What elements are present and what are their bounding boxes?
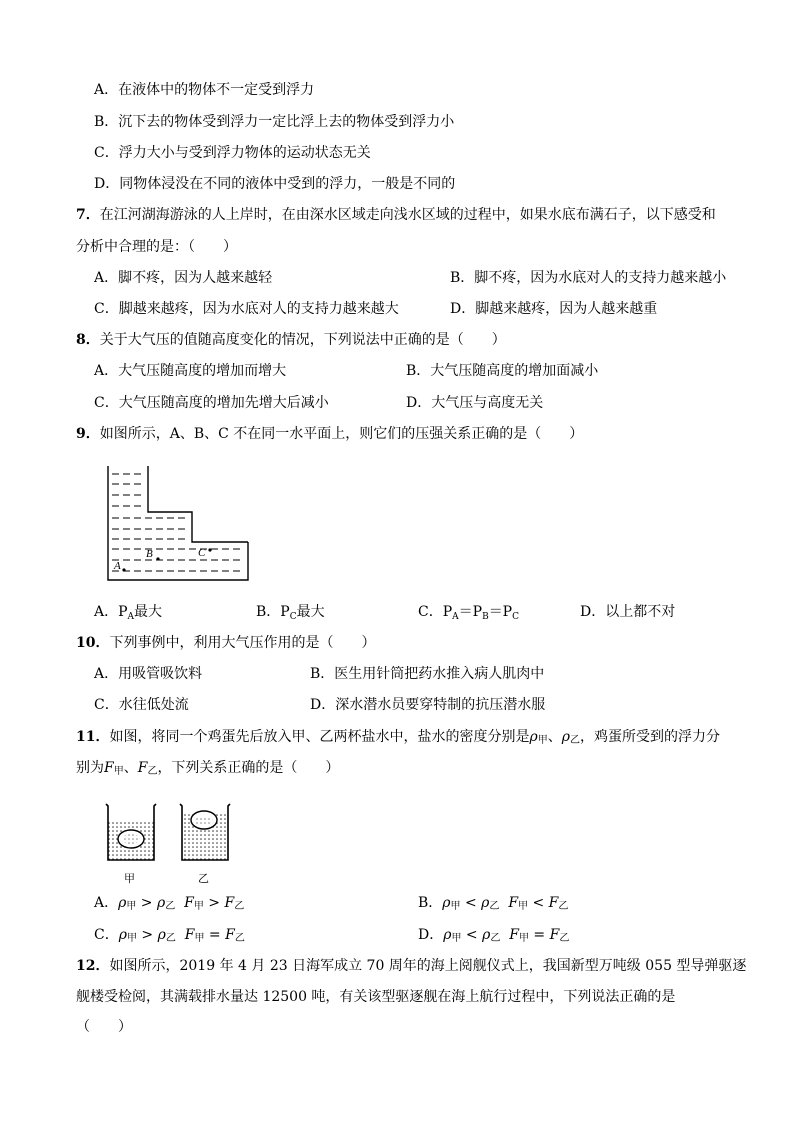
q11-beakers-diagram <box>100 798 240 888</box>
q9-option-c-prefix: C．P <box>418 604 453 620</box>
q9-option-d: D．以上都不对 <box>580 604 676 620</box>
rho-symbol: ρ <box>561 729 570 745</box>
q9-option-c-sub3: C <box>512 612 519 622</box>
sub-jia: 甲 <box>126 901 137 912</box>
sub-yi: 乙 <box>559 933 570 944</box>
q9-option-a-sub: A <box>127 612 135 622</box>
sub-yi: 乙 <box>569 735 580 746</box>
sub-yi: 乙 <box>234 933 245 944</box>
q11-option-b <box>418 893 568 913</box>
q7-option-a: A．脚不疼，因为人越来越轻 <box>94 270 273 286</box>
rho-symbol: ρ <box>157 927 166 943</box>
q8-option-a: A．大气压随高度的增加而增大 <box>94 363 287 379</box>
question-12-text-1: 如图所示，2019 年 4 月 23 日海军成立 70 周年的海上阅舰仪式上，我国新型万吨级 055 型导弹驱逐 <box>109 958 747 974</box>
force-symbol: F <box>549 927 560 943</box>
eq-symbol: = <box>204 927 226 943</box>
q9-container-diagram <box>100 462 252 584</box>
question-8-text: 关于大气压的值随高度变化的情况，下列说法中正确的是（ ） <box>99 332 506 348</box>
gt-symbol: > <box>203 895 225 911</box>
rho-symbol: ρ <box>443 927 452 943</box>
sub-yi: 乙 <box>234 901 245 912</box>
q9-option-c-sub2: B <box>482 612 489 622</box>
sub-jia: 甲 <box>518 933 529 944</box>
force-symbol: F <box>104 760 114 776</box>
force-symbol: F <box>508 895 519 911</box>
question-7-number: 7． <box>76 207 100 223</box>
point-b-dot <box>156 557 159 560</box>
q9-option-a-suffix: 最大 <box>134 604 163 620</box>
question-11-text-2a: 别为 <box>76 760 104 776</box>
q8-option-c: C．大气压随高度的增加先增大后减小 <box>94 395 329 411</box>
sub-jia: 甲 <box>450 901 461 912</box>
q8-option-b: B．大气压随高度的增加面减小 <box>406 363 599 379</box>
q10-option-b: B．医生用针筒把药水推入病人肌肉中 <box>310 666 545 682</box>
question-9-text: 如图所示，A、B、C 不在同一水平面上，则它们的压强关系正确的是（ ） <box>99 426 584 442</box>
beaker-jia <box>106 804 156 860</box>
question-11-stem-line-2 <box>76 758 339 778</box>
point-c-dot <box>208 548 211 551</box>
force-symbol: F <box>184 895 194 911</box>
sub-jia: 甲 <box>194 933 205 944</box>
rho-symbol: ρ <box>529 729 538 745</box>
lt-symbol: < <box>461 927 483 943</box>
q11-option-c <box>94 925 245 945</box>
question-11-text-1a: 如图，将同一个鸡蛋先后放入甲、乙两杯盐水中，盐水的密度分别是 <box>109 729 530 745</box>
label-c: C <box>198 547 206 559</box>
q9-option-c-eq1: ＝P <box>458 604 483 620</box>
q6-option-c: C．浮力大小与受到浮力物体的运动状态无关 <box>94 145 371 161</box>
separator: 、 <box>123 760 138 776</box>
label-a: A <box>114 560 121 572</box>
force-symbol: F <box>548 895 559 911</box>
sub-yi: 乙 <box>165 901 176 912</box>
q9-option-a <box>94 602 162 622</box>
q10-option-d: D．深水潜水员要穿特制的抗压潜水服 <box>310 697 546 713</box>
question-12-number: 12． <box>76 958 110 974</box>
q11-option-d <box>418 925 569 945</box>
sub-jia: 甲 <box>451 933 462 944</box>
question-10-stem <box>76 633 375 653</box>
q9-option-b-sub: C <box>289 612 297 622</box>
gt-symbol: > <box>136 895 157 911</box>
label-yi: 乙 <box>198 872 209 885</box>
sub-yi: 乙 <box>147 766 158 777</box>
q6-option-a: A．在液体中的物体不一定受到浮力 <box>94 82 315 98</box>
sub-yi: 乙 <box>490 933 501 944</box>
question-12-stem-line-1 <box>76 956 746 976</box>
q11-option-a <box>94 893 244 913</box>
option-letter: C． <box>94 927 119 943</box>
question-11-text-2b: ，下列关系正确的是（ ） <box>157 760 340 776</box>
rho-symbol: ρ <box>442 895 451 911</box>
force-symbol: F <box>225 927 235 943</box>
q9-option-b-prefix: B．P <box>256 604 290 620</box>
separator: 、 <box>547 729 562 745</box>
q6-option-d: D．同物体浸没在不同的液体中受到的浮力，一般是不同的 <box>94 176 456 192</box>
sub-yi: 乙 <box>489 901 500 912</box>
question-8-stem <box>76 330 506 350</box>
question-8-number: 8． <box>76 332 100 348</box>
q7-option-d: D．脚越来越疼，因为人越来越重 <box>450 301 658 317</box>
question-10-number: 10． <box>76 635 110 651</box>
question-11-stem-line-1 <box>76 727 720 747</box>
q9-option-c-sub1: A <box>452 612 459 622</box>
question-9-number: 9． <box>76 426 100 442</box>
force-symbol: F <box>224 895 235 911</box>
lt-symbol: < <box>528 895 549 911</box>
q9-option-b <box>256 602 325 622</box>
eq-symbol: = <box>528 927 550 943</box>
sub-jia: 甲 <box>193 901 204 912</box>
sub-jia: 甲 <box>113 766 124 777</box>
lt-symbol: < <box>460 895 482 911</box>
question-7-text-1: 在江河湖海游泳的人上岸时，在由深水区域走向浅水区域的过程中，如果水底布满石子，以下感受和 <box>99 207 716 223</box>
option-letter: B． <box>418 895 443 911</box>
question-10-text: 下列事例中，利用大气压作用的是（ ） <box>109 635 376 651</box>
force-symbol: F <box>137 760 148 776</box>
rho-symbol: ρ <box>482 927 491 943</box>
q6-option-b: B．沉下去的物体受到浮力一定比浮上去的物体受到浮力小 <box>94 114 455 130</box>
q9-option-c-eq2: ＝P <box>488 604 513 620</box>
label-jia: 甲 <box>124 872 135 885</box>
q7-option-b: B．脚不疼，因为水底对人的支持力越来越小 <box>450 270 727 286</box>
q10-option-c: C．水往低处流 <box>94 697 189 713</box>
container-walls <box>108 466 248 580</box>
option-letter: D． <box>418 927 444 943</box>
gt-symbol: > <box>136 927 158 943</box>
sub-jia: 甲 <box>518 901 529 912</box>
q9-option-c <box>418 602 519 622</box>
question-11-number: 11． <box>76 729 110 745</box>
sub-jia: 甲 <box>126 933 137 944</box>
sub-yi: 乙 <box>558 901 569 912</box>
point-a-dot <box>122 568 125 571</box>
q10-option-a: A．用吸管吸饮料 <box>94 666 203 682</box>
water-dashes <box>112 474 244 571</box>
q8-option-d: D．大气压与高度无关 <box>406 395 544 411</box>
question-9-stem <box>76 424 583 444</box>
rho-symbol: ρ <box>481 895 490 911</box>
question-11-text-1b: ，鸡蛋所受到的浮力分 <box>579 729 720 745</box>
label-b: B <box>146 548 153 560</box>
rho-symbol: ρ <box>118 927 127 943</box>
q9-option-b-suffix: 最大 <box>296 604 325 620</box>
question-12-text-3: （ ） <box>76 1019 132 1035</box>
q9-option-a-prefix: A．P <box>94 604 128 620</box>
beaker-yi <box>180 804 230 860</box>
force-symbol: F <box>509 927 519 943</box>
question-7-stem <box>76 205 716 225</box>
sub-yi: 乙 <box>165 933 176 944</box>
sub-jia: 甲 <box>537 735 548 746</box>
rho-symbol: ρ <box>118 895 127 911</box>
question-7-text-2: 分析中合理的是：（ ） <box>76 239 237 255</box>
q7-option-c: C．脚越来越疼，因为水底对人的支持力越来越大 <box>94 301 399 317</box>
force-symbol: F <box>184 927 195 943</box>
question-12-text-2: 舰楼受检阅，其满载排水量达 12500 吨，有关该型驱逐舰在海上航行过程中，下列说法正确的是 <box>76 989 676 1005</box>
option-letter: A． <box>94 895 119 911</box>
rho-symbol: ρ <box>157 895 166 911</box>
